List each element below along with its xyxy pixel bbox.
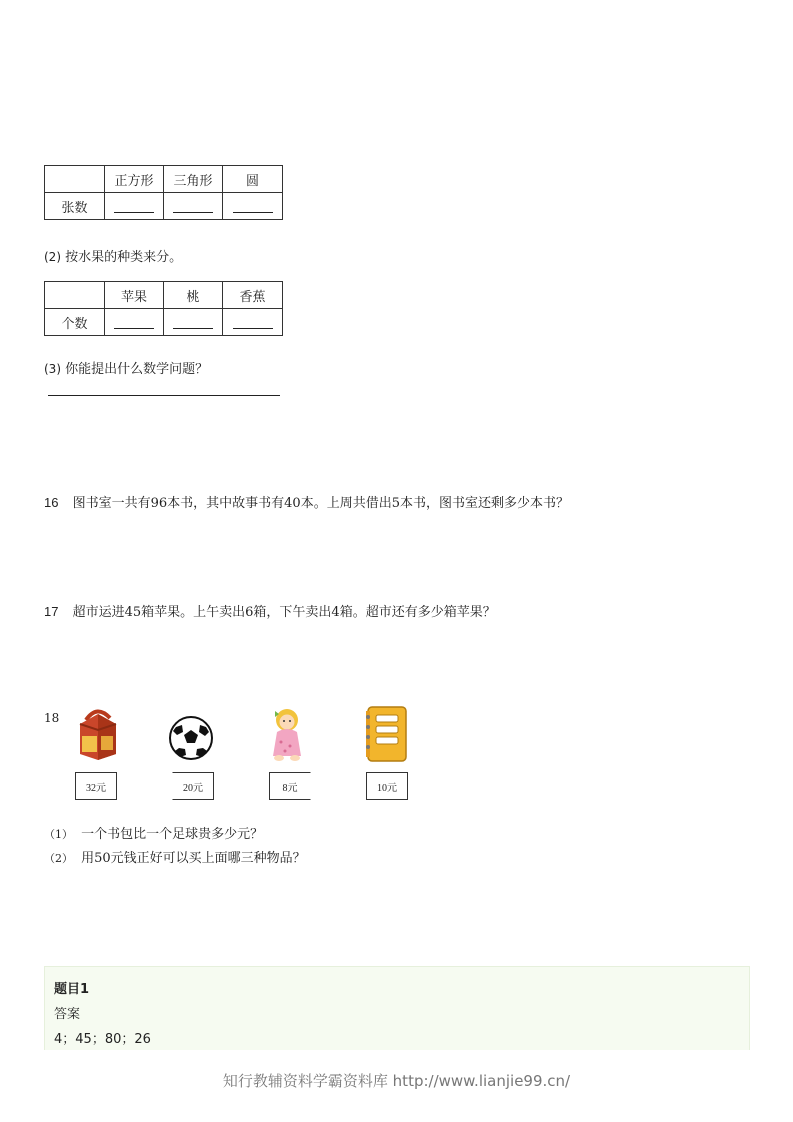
question-18-1 xyxy=(44,823,263,842)
table-header-row xyxy=(45,166,283,193)
backpack-icon xyxy=(72,706,122,762)
question-text: 超市运进45箱苹果。上午卖出6箱，下午卖出4箱。超市还有多少箱苹果？ xyxy=(72,605,496,620)
answer-panel xyxy=(44,966,750,1050)
answer-label: 答案 xyxy=(54,1007,81,1022)
price-tag: 32元 xyxy=(75,772,117,800)
question-18-2 xyxy=(44,847,306,866)
answer-blank-cell[interactable] xyxy=(164,193,223,220)
table-header-cell: 三角形 xyxy=(164,166,223,193)
table-header-cell xyxy=(45,282,105,309)
question-3 xyxy=(44,358,208,377)
shape-count-table xyxy=(44,165,283,220)
answer-blank-cell[interactable] xyxy=(164,309,223,336)
table-header-cell: 圆 xyxy=(223,166,283,193)
price-tag: 8元 xyxy=(269,772,311,800)
answer-blank-cell[interactable] xyxy=(105,309,164,336)
table-header-cell xyxy=(45,166,105,193)
answer-blank-cell[interactable] xyxy=(223,193,283,220)
table-row xyxy=(45,193,283,220)
table-header-cell: 香蕉 xyxy=(223,282,283,309)
subquestion-text: 一个书包比一个足球贵多少元？ xyxy=(81,827,264,842)
question-number: 16 xyxy=(44,495,59,510)
question-17 xyxy=(44,601,496,620)
soccer-ball-icon xyxy=(168,715,214,761)
subquestion-number: （2） xyxy=(44,852,73,865)
table-row xyxy=(45,309,283,336)
table-header-cell: 正方形 xyxy=(105,166,164,193)
doll-icon xyxy=(266,706,308,762)
notebook-icon xyxy=(362,705,410,763)
table-header-cell: 桃 xyxy=(164,282,223,309)
subquestion-number: （1） xyxy=(44,828,73,841)
price-tag: 20元 xyxy=(172,772,214,800)
footer-watermark: 知行教辅资料学霸资料库 http://www.lianjie99.cn/ xyxy=(222,1072,571,1090)
question-text: 图书室一共有96本书，其中故事书有40本。上周共借出5本书，图书室还剩多少本书？ xyxy=(72,496,569,511)
answer-blank-cell[interactable] xyxy=(223,309,283,336)
question-2 xyxy=(44,246,182,265)
table-header-cell: 苹果 xyxy=(105,282,164,309)
question-16 xyxy=(44,492,569,511)
answer-title: 题目1 xyxy=(54,982,90,997)
row-label: 个数 xyxy=(45,309,105,336)
answer-line[interactable] xyxy=(48,395,280,396)
question-number: 18 xyxy=(44,711,60,725)
answer-blank-cell[interactable] xyxy=(105,193,164,220)
question-text: 按水果的种类来分。 xyxy=(65,250,183,265)
fruit-count-table xyxy=(44,281,283,336)
table-header-row xyxy=(45,282,283,309)
answer-values: 4；45；80；26 xyxy=(54,1032,151,1047)
question-number: (2) xyxy=(44,250,61,264)
question-text: 你能提出什么数学问题？ xyxy=(65,362,209,377)
row-label: 张数 xyxy=(45,193,105,220)
question-number: 17 xyxy=(44,604,59,619)
subquestion-text: 用50元钱正好可以买上面哪三种物品？ xyxy=(81,851,306,866)
question-number: (3) xyxy=(44,362,61,376)
price-tag: 10元 xyxy=(366,772,408,800)
